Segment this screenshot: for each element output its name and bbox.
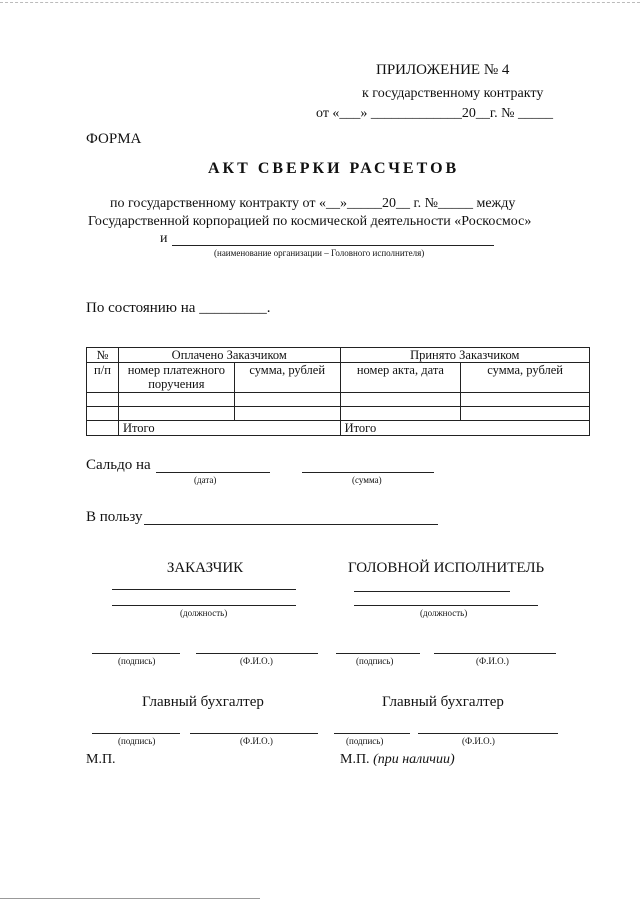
contractor-stamp-note: (при наличии) bbox=[373, 752, 455, 767]
table-subheader-row bbox=[87, 363, 590, 393]
act-number-header: номер акта, дата bbox=[340, 363, 461, 393]
contractor-acc-signature-line bbox=[334, 733, 410, 734]
contractor-acc-signature-caption: (подпись) bbox=[346, 736, 384, 746]
contractor-acc-name-caption: (Ф.И.О.) bbox=[462, 736, 495, 746]
customer-acc-name-line bbox=[190, 733, 318, 734]
balance-date-caption: (дата) bbox=[194, 475, 217, 485]
customer-acc-name-caption: (Ф.И.О.) bbox=[240, 736, 273, 746]
balance-label: Сальдо на bbox=[86, 457, 151, 473]
customer-signature-line bbox=[92, 653, 180, 654]
contractor-acc-name-line bbox=[418, 733, 558, 734]
accepted-by-customer-header: Принято Заказчиком bbox=[340, 348, 589, 363]
customer-acc-signature-line bbox=[92, 733, 180, 734]
contractor-position-caption: (должность) bbox=[420, 608, 468, 618]
balance-sum-line bbox=[302, 472, 434, 473]
total-accepted-label: Итого bbox=[340, 421, 589, 436]
page-bottom-edge bbox=[0, 898, 260, 899]
customer-position-line-2 bbox=[112, 605, 296, 606]
appendix-number: ПРИЛОЖЕНИЕ № 4 bbox=[376, 62, 510, 78]
payment-order-header: номер платежного поручения bbox=[118, 363, 234, 393]
document-title: АКТ СВЕРКИ РАСЧЕТОВ bbox=[208, 160, 460, 177]
customer-name-caption: (Ф.И.О.) bbox=[240, 656, 273, 666]
customer-position-line-1 bbox=[112, 589, 296, 590]
table-row bbox=[87, 393, 590, 407]
customer-name-line bbox=[196, 653, 318, 654]
customer-heading: ЗАКАЗЧИК bbox=[166, 560, 244, 576]
customer-accountant-heading: Главный бухгалтер bbox=[142, 694, 264, 710]
organization-name-line bbox=[172, 245, 494, 246]
contractor-name-line bbox=[434, 653, 556, 654]
accepted-sum-header: сумма, рублей bbox=[461, 363, 590, 393]
contract-date-line: от «___» _____________20__г. № _____ bbox=[316, 106, 553, 121]
contractor-signature-caption: (подпись) bbox=[356, 656, 394, 666]
as-of-date: По состоянию на _________. bbox=[86, 300, 271, 316]
to-contract-caption: к государственному контракту bbox=[362, 86, 544, 101]
contractor-stamp-block bbox=[340, 752, 455, 768]
col-number-header: № bbox=[87, 348, 119, 363]
contractor-name-caption: (Ф.И.О.) bbox=[476, 656, 509, 666]
contractor-stamp: М.П. bbox=[340, 752, 370, 767]
in-favor-label: В пользу bbox=[86, 509, 143, 525]
table-row bbox=[87, 407, 590, 421]
table-header-row bbox=[87, 348, 590, 363]
contractor-position-line-2 bbox=[354, 605, 538, 606]
customer-position-caption: (должность) bbox=[180, 608, 228, 618]
customer-acc-signature-caption: (подпись) bbox=[118, 736, 156, 746]
form-label: ФОРМА bbox=[86, 131, 142, 147]
customer-stamp: М.П. bbox=[86, 752, 116, 767]
paid-sum-header: сумма, рублей bbox=[234, 363, 340, 393]
customer-signature-caption: (подпись) bbox=[118, 656, 156, 666]
balance-sum-caption: (сумма) bbox=[352, 475, 382, 485]
contractor-heading: ГОЛОВНОЙ ИСПОЛНИТЕЛЬ bbox=[348, 560, 545, 576]
intro-line-1: по государственному контракту от «__»_____20__ г. №_____ между bbox=[110, 196, 516, 211]
reconciliation-table bbox=[86, 347, 590, 436]
contractor-accountant-heading: Главный бухгалтер bbox=[382, 694, 504, 710]
col-number-subheader: п/п bbox=[87, 363, 119, 393]
intro-line-2: Государственной корпорацией по космической деятельности «Роскосмос» bbox=[88, 214, 532, 229]
total-paid-label: Итого bbox=[118, 421, 340, 436]
table-total-row bbox=[87, 421, 590, 436]
organization-caption: (наименование организации – Головного исполнителя) bbox=[214, 248, 425, 258]
balance-date-line bbox=[156, 472, 270, 473]
contractor-signature-line bbox=[336, 653, 420, 654]
paid-by-customer-header: Оплачено Заказчиком bbox=[118, 348, 340, 363]
contractor-position-line-1 bbox=[354, 591, 510, 592]
intro-and: и bbox=[160, 231, 168, 246]
page-top-edge bbox=[0, 2, 640, 3]
in-favor-line bbox=[144, 524, 438, 525]
